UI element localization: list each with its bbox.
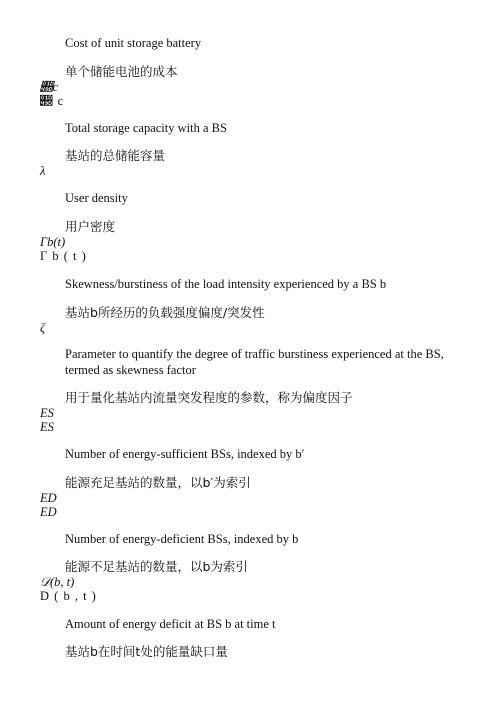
- definition-zh-1: 单个储能电池的成本: [65, 64, 178, 79]
- symbol-plain-3: Γ b ( t ): [40, 249, 87, 263]
- symbol-math-6: ED: [40, 491, 57, 505]
- definition-en-5: Parameter to quantify the degree of traffic burstiness experienced at the BS, termed as skewness factor: [65, 347, 444, 377]
- symbol-plain-1: 𝒝 c: [40, 94, 65, 108]
- symbol-math-3: Γb(t): [40, 235, 66, 249]
- definition-zh-8: 基站b在时间t处的能量缺口量: [65, 644, 228, 659]
- symbol-math-5: ES: [40, 406, 54, 420]
- definition-zh-5: 用于量化基站内流量突发程度的参数，称为偏度因子: [65, 390, 353, 405]
- symbol-plain-5: ES: [40, 420, 54, 434]
- definition-en-2: Total storage capacity with a BS: [65, 121, 227, 135]
- definition-zh-7: 能源不足基站的数量，以b为索引: [65, 559, 248, 574]
- definition-en-4: Skewness/burstiness of the load intensity experienced by a BS b: [65, 277, 387, 291]
- definition-zh-6: 能源充足基站的数量，以b′为索引: [65, 475, 251, 490]
- definition-en-6: Number of energy-sufficient BSs, indexed by b′: [65, 447, 305, 461]
- definition-en-8: Amount of energy deficit at BS b at time t: [65, 617, 276, 631]
- symbol-plain-7: D ( b , t ): [40, 589, 97, 603]
- definition-en-1: Cost of unit storage battery: [65, 36, 202, 50]
- symbol-math-4: ζ: [40, 321, 46, 335]
- symbol-math-1: 𝒝c: [40, 80, 59, 94]
- definition-en-3: User density: [65, 191, 128, 205]
- definition-zh-4: 基站b所经历的负载强度偏度/突发性: [65, 305, 265, 320]
- symbol-plain-6: ED: [40, 505, 57, 519]
- definition-zh-2: 基站的总储能容量: [65, 148, 166, 163]
- definition-zh-3: 用户密度: [65, 219, 116, 234]
- symbol-math-7: 𝒟(b, t): [40, 575, 75, 589]
- definition-en-7: Number of energy-deficient BSs, indexed by b: [65, 532, 299, 546]
- symbol-math-2: λ: [40, 164, 46, 178]
